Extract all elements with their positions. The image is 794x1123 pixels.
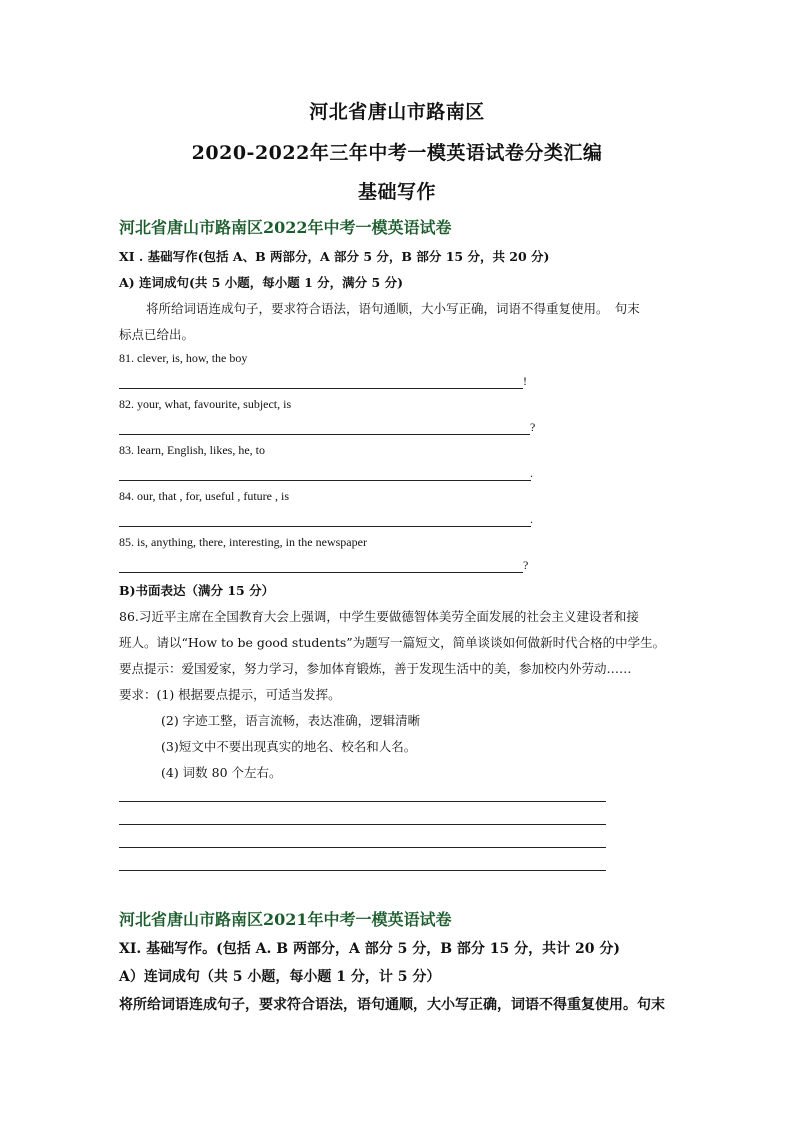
answer-line-82[interactable]	[119, 434, 530, 435]
a-instruction-line2: 标点已给出。	[119, 327, 195, 342]
a-header-2021: A）连词成句（共 5 小题，每小题 1 分，计 5 分）	[119, 969, 441, 985]
question-82: 82. your, what, favourite, subject, is	[119, 397, 292, 411]
requirement-2: (2) 字迹工整，语言流畅，表达准确，逻辑清晰	[161, 713, 421, 728]
answer-line-84[interactable]	[119, 526, 531, 527]
writing-line-4[interactable]	[119, 870, 606, 871]
requirement-1: 要求：(1) 根据要点提示，可适当发挥。	[119, 687, 341, 702]
end-punct-85: ?	[523, 558, 529, 572]
q86-line1: 86.习近平主席在全国教育大会上强调，中学生要做德智体美劳全面发展的社会主义建设者和接	[119, 609, 639, 624]
writing-line-2[interactable]	[119, 824, 606, 825]
section-heading-2022: 河北省唐山市路南区2022年中考一模英语试卷	[119, 218, 452, 237]
answer-line-85[interactable]	[119, 572, 523, 573]
end-punct-81: !	[523, 374, 527, 388]
requirement-3: (3)短文中不要出现真实的地名、校名和人名。	[161, 739, 417, 754]
q86-line2: 班人。请以“How to be good students”为题写一篇短文，简单谈谈如何做新时代合格的中学生。	[119, 635, 666, 650]
b-header-2022: B)书面表达（满分 15 分）	[119, 583, 275, 598]
part-header-2022	[119, 247, 549, 265]
writing-line-3[interactable]	[119, 847, 606, 848]
q86-hint: 要点提示：爱国爱家，努力学习，参加体育锻炼，善于发现生活中的美，参加校内外劳动……	[119, 661, 632, 676]
end-punct-84: .	[530, 512, 533, 526]
writing-line-1[interactable]	[119, 801, 606, 802]
section-heading-2021: 河北省唐山市路南区2021年中考一模英语试卷	[119, 910, 452, 929]
doc-title-line3: 基础写作	[357, 181, 436, 203]
part-header-text: XI . 基础写作(包括 A、B 两部分，A 部分 5 分，B 部分 15 分，共 20 分)	[119, 249, 550, 264]
question-83: 83. learn, English, likes, he, to	[119, 443, 265, 457]
part-header-2021: XI. 基础写作。(包括 A. B 两部分，A 部分 5 分，B 部分 15 分，共计 20 分)	[119, 941, 620, 957]
question-84: 84. our, that , for, useful , future , is	[119, 489, 290, 503]
answer-line-83[interactable]	[119, 480, 531, 481]
question-85: 85. is, anything, there, interesting, in the newspaper	[119, 535, 367, 549]
doc-title-line1: 河北省唐山市路南区	[309, 101, 485, 123]
answer-line-81[interactable]	[119, 388, 523, 389]
a-instruction-2021: 将所给词语连成句子，要求符合语法，语句通顺，大小写正确，词语不得重复使用。句末	[119, 997, 665, 1013]
end-punct-82: ?	[530, 420, 536, 434]
a-instruction-line1: 将所给词语连成句子，要求符合语法，语句通顺，大小写正确，词语不得重复使用。 句末	[146, 301, 640, 316]
question-81: 81. clever, is, how, the boy	[119, 351, 248, 365]
requirement-4: (4) 词数 80 个左右。	[161, 765, 282, 780]
doc-title-line2: 2020-2022年三年中考一模英语试卷分类汇编	[191, 142, 603, 164]
a-header-2022: A) 连词成句(共 5 小题，每小题 1 分，满分 5 分)	[119, 275, 403, 290]
end-punct-83: .	[530, 466, 533, 480]
